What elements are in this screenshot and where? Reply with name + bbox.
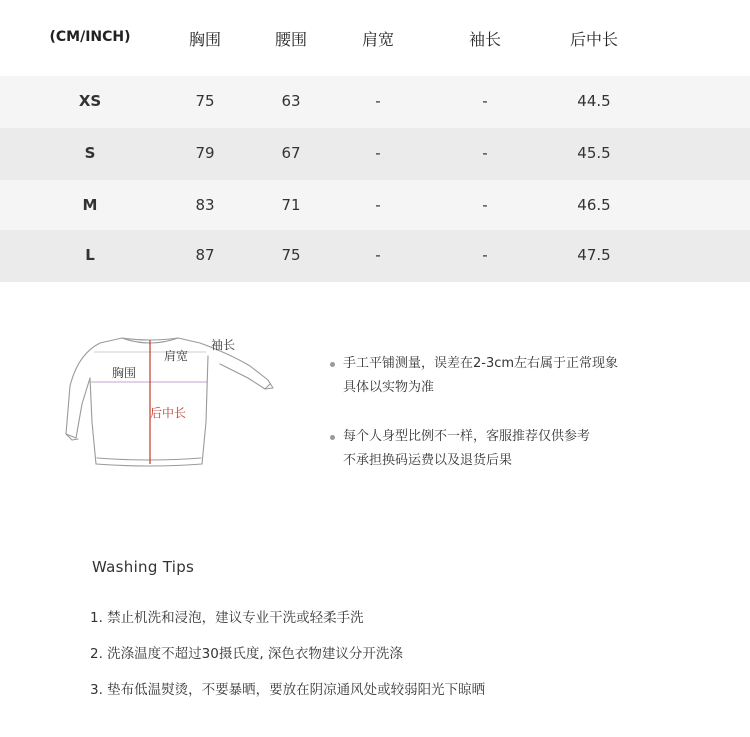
length-cell: 46.5	[577, 196, 611, 214]
waist-cell: 67	[281, 144, 301, 162]
bullet-icon	[330, 435, 335, 440]
size-cell: M	[82, 196, 98, 214]
header-unit: (CM/INCH)	[49, 29, 131, 45]
note-line: 具体以实物为准	[343, 380, 435, 395]
washing-tip: 3. 垫布低温熨烫，不要暴晒，要放在阴凉通风处或较弱阳光下晾晒	[90, 682, 486, 698]
diagram-label-shoulder: 肩宽	[164, 349, 189, 363]
table-row	[0, 230, 750, 282]
bullet-icon	[330, 362, 335, 367]
size-table-header	[0, 0, 750, 76]
header-waist: 腰围	[274, 30, 308, 49]
chest-cell: 83	[195, 196, 215, 214]
sleeve-cell: -	[482, 92, 488, 110]
length-cell: 47.5	[577, 246, 611, 264]
table-row	[0, 128, 750, 180]
header-chest: 胸围	[188, 30, 222, 49]
length-cell: 45.5	[577, 144, 611, 162]
shoulder-cell: -	[375, 246, 381, 264]
chest-cell: 75	[195, 92, 215, 110]
note-line: 不承担换码运费以及退货后果	[343, 453, 513, 468]
sleeve-cell: -	[482, 196, 488, 214]
sleeve-cell: -	[482, 246, 488, 264]
shoulder-cell: -	[375, 144, 381, 162]
note-line: 手工平铺测量，误差在2-3cm左右属于正常现象	[343, 356, 619, 371]
diagram-label-length: 后中长	[150, 406, 187, 420]
chest-cell: 87	[195, 246, 215, 264]
sleeve-cell: -	[482, 144, 488, 162]
length-cell: 44.5	[577, 92, 611, 110]
header-sleeve: 袖长	[468, 30, 502, 49]
diagram-label-sleeve: 袖长	[211, 338, 236, 352]
table-row	[0, 180, 750, 232]
note-line: 每个人身型比例不一样，客服推荐仅供参考	[343, 429, 591, 444]
chest-cell: 79	[195, 144, 215, 162]
sizing-note	[330, 425, 590, 473]
header-length: 后中长	[569, 30, 619, 49]
washing-tips-title: Washing Tips	[92, 558, 195, 576]
size-cell: XS	[78, 92, 102, 110]
size-cell: S	[84, 144, 96, 162]
header-shoulder: 肩宽	[361, 30, 395, 49]
washing-tip: 2. 洗涤温度不超过30摄氏度, 深色衣物建议分开洗涤	[90, 646, 403, 662]
waist-cell: 63	[281, 92, 301, 110]
size-cell: L	[85, 246, 95, 264]
shoulder-cell: -	[375, 92, 381, 110]
waist-cell: 71	[281, 196, 301, 214]
washing-tip: 1. 禁止机洗和浸泡，建议专业干洗或轻柔手洗	[90, 610, 364, 626]
measurement-note	[330, 352, 618, 400]
waist-cell: 75	[281, 246, 301, 264]
garment-measurement-diagram	[60, 326, 285, 476]
table-row	[0, 76, 750, 128]
shoulder-cell: -	[375, 196, 381, 214]
diagram-label-chest: 胸围	[112, 366, 137, 380]
